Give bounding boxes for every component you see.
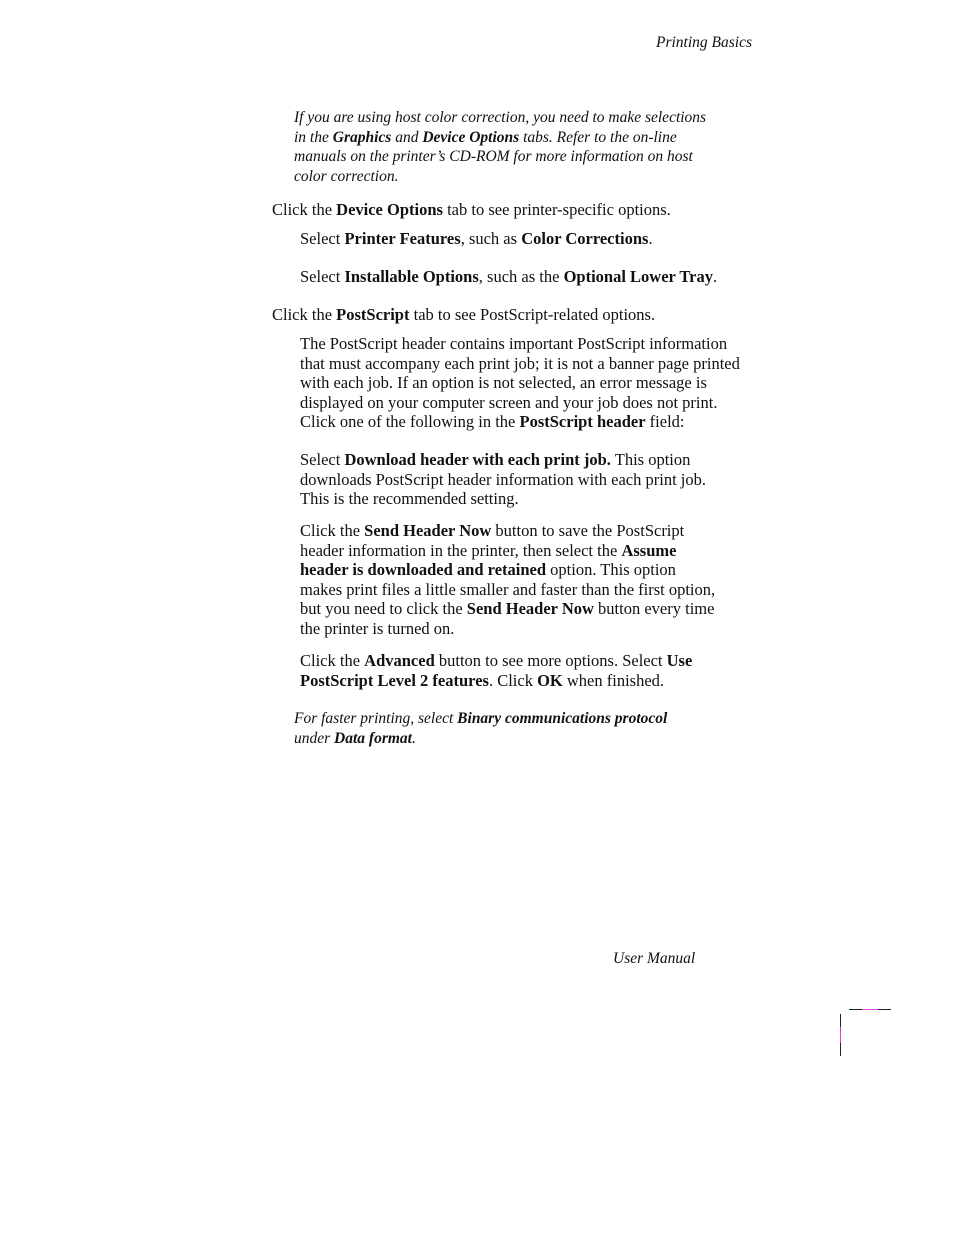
paragraph-line: [300, 412, 740, 432]
step-text: .: [648, 229, 653, 248]
printer-features-term: Printer Features: [344, 229, 461, 248]
paragraph-text: Click the: [300, 651, 365, 670]
graphics-tab-term: Graphics: [332, 128, 392, 146]
step-text: , such as the: [478, 267, 564, 286]
host-color-note: [294, 108, 706, 186]
note-text: For faster printing, select: [294, 710, 458, 727]
paragraph-line: The PostScript header contains important PostScript information: [300, 334, 728, 353]
paragraph-text: button to see more options. Select: [434, 651, 667, 670]
step-text: Select: [300, 229, 345, 248]
paragraph-text: This option: [610, 450, 691, 469]
paragraph-line: displayed on your computer screen and your job does not print.: [300, 392, 718, 412]
postscript-step: [272, 305, 655, 325]
paragraph-line: This is the recommended setting.: [300, 489, 519, 509]
paragraph-text: header information in the printer, then select the: [300, 540, 622, 560]
paragraph-text: . Click: [488, 670, 538, 690]
advanced-paragraph: [300, 651, 692, 690]
step-text: tab to see PostScript-related options.: [409, 305, 656, 324]
paragraph-text: when finished.: [562, 670, 665, 690]
note-text: tabs. Refer to the on-line: [519, 128, 677, 146]
crop-mark-accent: [862, 1009, 878, 1010]
note-text: .: [411, 729, 416, 747]
download-header-paragraph: [300, 450, 706, 509]
optional-lower-tray-term: Optional Lower Tray: [563, 267, 714, 286]
paragraph-text: field:: [645, 412, 685, 432]
assume-header-term: Assume: [621, 540, 677, 560]
paragraph-line: [300, 541, 715, 561]
color-corrections-term: Color Corrections: [521, 229, 649, 248]
paragraph-line: makes print files a little smaller and faster than the first option,: [300, 579, 716, 599]
installable-options-substep: [300, 267, 717, 287]
note-line: If you are using host color correction, you need to make selections: [294, 109, 707, 126]
installable-options-term: Installable Options: [344, 267, 479, 286]
postscript-term: PostScript: [336, 305, 410, 324]
step-text: Click the: [272, 200, 337, 219]
note-line: manuals on the printer’s CD-ROM for more information on host: [294, 148, 693, 165]
paragraph-text: Click the: [300, 521, 365, 540]
step-text: , such as: [460, 229, 522, 248]
note-text: in the: [294, 128, 333, 146]
advanced-term: Advanced: [364, 651, 435, 670]
faster-printing-note: [294, 709, 667, 748]
binary-protocol-term: Binary communications protocol: [457, 710, 668, 727]
postscript-header-paragraph: [300, 334, 740, 432]
data-format-term: Data format: [334, 729, 412, 747]
paragraph-line: [300, 651, 692, 671]
device-options-tab-term: Device Options: [422, 128, 520, 146]
paragraph-line: [300, 599, 715, 619]
paragraph-line: [300, 450, 706, 470]
assume-header-term: header is downloaded and retained: [300, 560, 547, 580]
paragraph-text: button every time: [593, 599, 715, 619]
paragraph-line: downloads PostScript header information with each print job.: [300, 469, 707, 489]
paragraph-text: Click one of the following in the: [300, 412, 520, 432]
paragraph-line: the printer is turned on.: [300, 618, 455, 638]
paragraph-line: [300, 560, 715, 580]
paragraph-text: Select: [300, 450, 345, 469]
level2-term: Use: [666, 651, 693, 670]
paragraph-line: that must accompany each print job; it is not a banner page printed: [300, 353, 740, 373]
level2-term: PostScript Level 2 features: [300, 670, 489, 690]
send-header-now-term: Send Header Now: [364, 521, 492, 540]
postscript-header-term: PostScript header: [519, 412, 646, 432]
paragraph-line: with each job. If an option is not selected, an error message is: [300, 373, 707, 393]
crop-mark-accent: [840, 1027, 841, 1043]
step-text: tab to see printer-specific options.: [442, 200, 671, 219]
note-line: [294, 128, 706, 148]
device-options-term: Device Options: [336, 200, 443, 219]
note-line: [294, 729, 667, 749]
step-text: .: [713, 267, 718, 286]
note-line: [294, 709, 667, 729]
paragraph-text: option. This option: [546, 560, 676, 580]
step-text: Click the: [272, 305, 337, 324]
ok-term: OK: [537, 670, 563, 690]
running-footer: User Manual: [613, 950, 696, 967]
step-text: Select: [300, 267, 345, 286]
note-text: under: [294, 729, 335, 747]
send-header-paragraph: [300, 521, 715, 639]
paragraph-text: but you need to click the: [300, 599, 467, 619]
note-line: color correction.: [294, 167, 399, 185]
send-header-now-term: Send Header Now: [466, 599, 594, 619]
note-text: and: [391, 128, 423, 146]
printer-features-substep: [300, 229, 653, 249]
paragraph-line: [300, 521, 715, 541]
download-header-term: Download header with each print job.: [344, 450, 611, 469]
device-options-step: [272, 200, 671, 220]
running-header: Printing Basics: [656, 34, 753, 51]
paragraph-text: button to save the PostScript: [491, 521, 685, 540]
paragraph-line: [300, 671, 692, 691]
